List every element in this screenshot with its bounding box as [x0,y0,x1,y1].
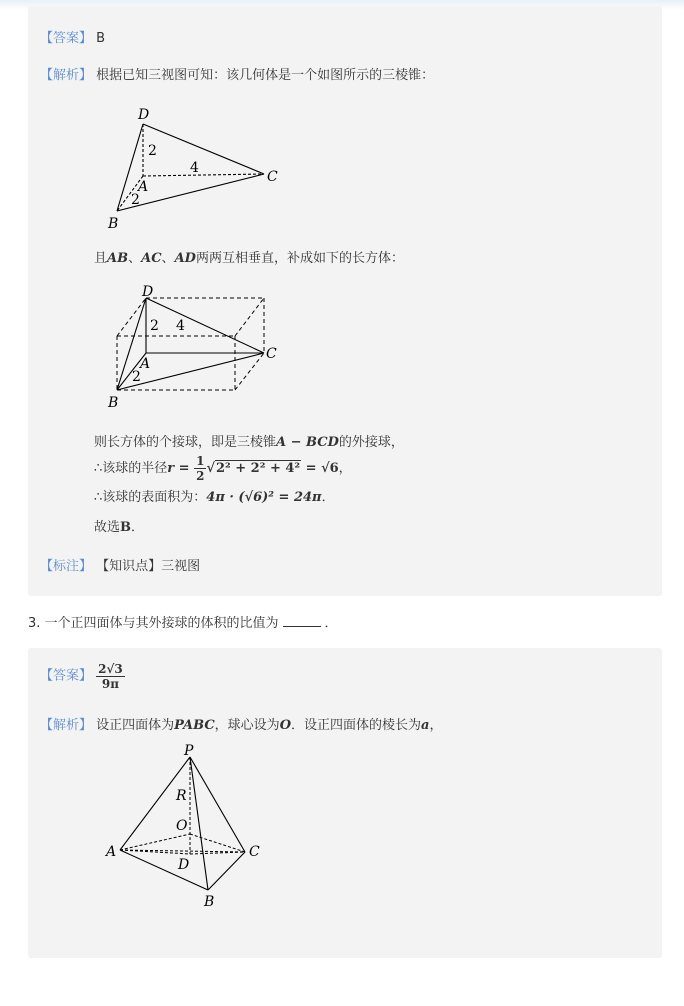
fig3-label-a: A [106,844,117,860]
fig3-label-p: P [184,743,194,759]
analysis-tag: 【解析】 [40,68,93,83]
regular-tetrahedron-figure [98,742,318,912]
fig3-label-r: R [176,788,187,804]
math-equals: = [174,461,195,476]
text: 故选 [94,520,121,535]
fig2-label-2a: 2 [150,318,159,334]
analysis-text: 根据已知三视图可知：该几何体是一个如图所示的三棱锥： [96,68,435,83]
analysis-tag: 【解析】 [40,718,93,733]
math-surface-area: 4π · (√6)² = 24π [206,490,322,505]
radicand: 2² + 2² + 4² [216,461,301,476]
fig2-label-a: A [140,356,151,372]
text: 设正四面体为 [96,718,175,733]
text: 两两互相垂直，补成如下的长方体： [195,251,404,266]
fig2-label-2b: 2 [132,369,141,385]
math-choice-b: B [120,520,132,535]
text: ， [429,718,443,733]
text: ． [321,490,335,505]
math-result: √6 [321,461,339,476]
text: ．设正四面体的棱长为 [291,718,422,733]
text: ，球心设为 [214,718,280,733]
fig2-label-4: 4 [176,318,185,334]
text: 则长方体的个接球，即是三棱锥 [94,435,277,450]
analysis-line-q3 [40,714,442,733]
fraction-half [194,454,206,483]
math-equals: = [301,461,322,476]
fig2-label-d: D [142,284,154,300]
text: ． [131,520,145,535]
fig1-label-a: A [138,179,149,195]
math-a-bcd: A − BCD [276,435,339,450]
text: 、 [128,251,142,266]
fig2-label-c: C [266,346,277,362]
math-o: O [279,718,292,733]
answer-tag: 【答案】 [40,668,93,684]
solution-card-q2 [28,6,662,596]
question-3-text: 3. 一个正四面体与其外接球的体积的比值为 [28,616,279,631]
text: ， [338,461,352,476]
fig3-label-b: B [204,894,215,910]
text: ∴该球的表面积为： [94,490,207,505]
sqrt-sign: √ [206,461,215,476]
frac-num: 1 [196,454,205,468]
frac-den: 9π [101,677,120,691]
frac-num: 2√3 [98,662,123,676]
fig1-label-d: D [138,107,150,123]
answer-blank [283,626,321,627]
fig1-label-4: 4 [190,160,199,176]
answer-line [40,27,105,46]
fig1-label-2b: 2 [131,192,140,208]
cuboid-figure [98,278,328,418]
text: 且 [94,251,108,266]
answer-tag: 【答案】 [40,31,93,46]
fig1-label-2a: 2 [148,143,157,159]
answer-fraction [96,662,125,691]
fig3-label-d: D [178,857,190,873]
fig3-label-o: O [176,818,188,834]
analysis-line [40,64,434,83]
surface-area-line [94,486,335,505]
fig3-label-c: C [249,844,260,860]
math-ac: AC [141,251,162,266]
solution-card-q3 [28,648,662,958]
fig1-label-c: C [267,169,278,185]
math-ab: AB [107,251,129,266]
math-a: a [421,718,430,733]
note-text: 【知识点】三视图 [96,559,201,574]
answer-value: B [96,31,106,46]
circumsphere-line [94,431,404,450]
note-tag: 【标注】 [40,559,93,574]
text: ． [324,616,338,631]
text: ∴该球的半径 [94,461,168,476]
text: 的外接球， [338,435,404,450]
perpendicular-line [94,247,404,266]
math-r: r [167,461,175,476]
fig1-label-b: B [108,216,119,232]
question-3 [28,612,338,631]
frac-den: 2 [196,469,205,483]
note-line [40,555,200,574]
choice-line [94,516,144,535]
math-pabc: PABC [174,718,215,733]
text: 、 [161,251,175,266]
tetrahedron-figure [98,94,318,234]
fig2-label-b: B [108,395,119,411]
answer-line-q3 [40,662,125,691]
math-ad: AD [174,251,196,266]
radius-line [94,454,352,483]
